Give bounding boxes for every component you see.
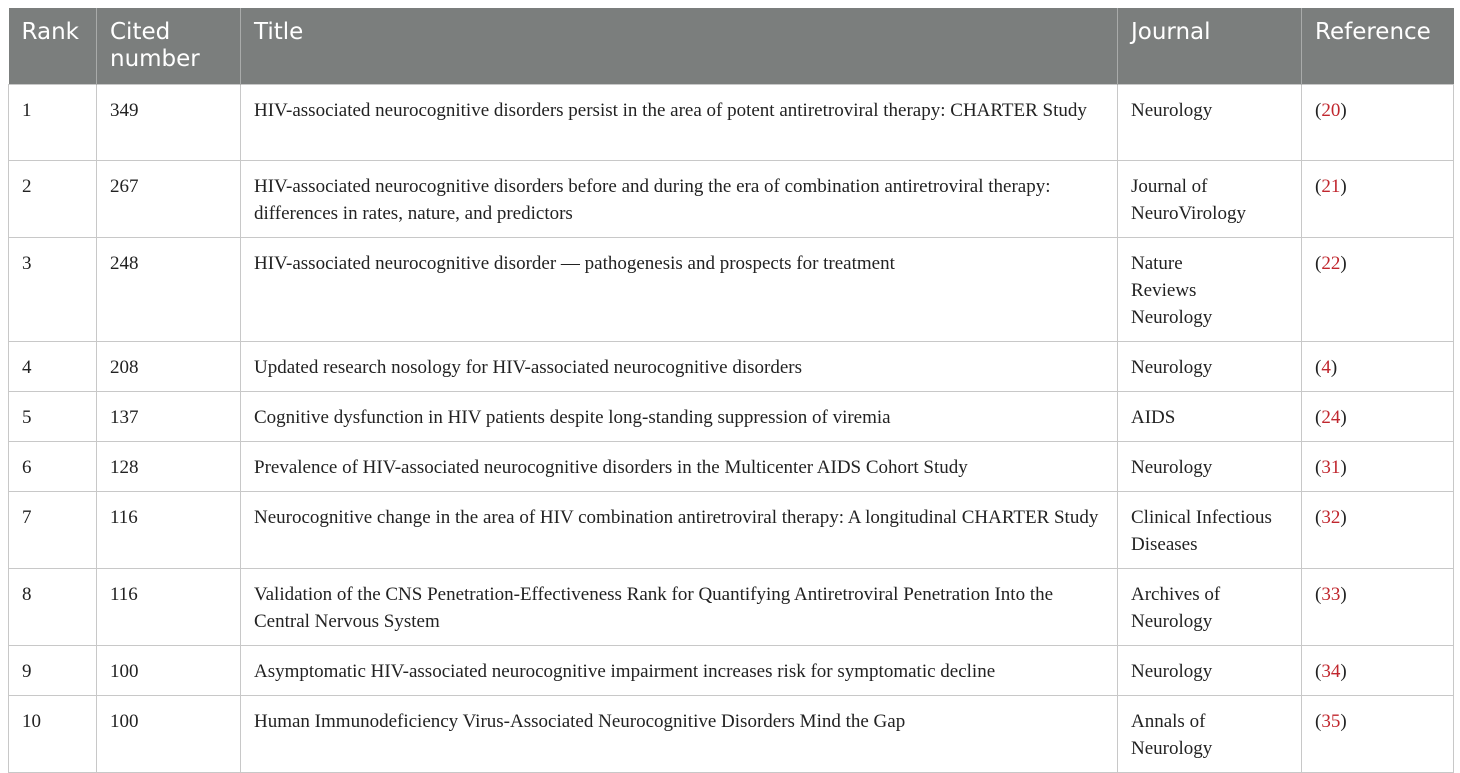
reference-link[interactable]: 32 bbox=[1321, 507, 1341, 528]
journal-name: Nature Reviews Neurology bbox=[1131, 253, 1213, 328]
header-journal: Journal bbox=[1118, 8, 1302, 85]
journal-name: Journal of NeuroVirology bbox=[1131, 176, 1246, 224]
cell-reference: (20) bbox=[1302, 85, 1454, 161]
table-header bbox=[9, 8, 1454, 85]
cell-rank: 4 bbox=[9, 342, 97, 392]
cell-journal: Neurology bbox=[1118, 342, 1302, 392]
cell-journal bbox=[1118, 161, 1302, 238]
cell-journal bbox=[1118, 569, 1302, 646]
cell-rank: 3 bbox=[9, 238, 97, 342]
header-reference: Reference bbox=[1302, 8, 1454, 85]
cell-reference: (4) bbox=[1302, 342, 1454, 392]
cell-reference: (31) bbox=[1302, 442, 1454, 492]
cell-rank: 10 bbox=[9, 696, 97, 773]
cell-cited-number: 349 bbox=[97, 85, 241, 161]
cell-journal bbox=[1118, 696, 1302, 773]
cell-cited-number: 100 bbox=[97, 646, 241, 696]
cell-rank: 6 bbox=[9, 442, 97, 492]
cell-cited-number: 128 bbox=[97, 442, 241, 492]
cell-title: Cognitive dysfunction in HIV patients despite long-standing suppression of viremia bbox=[241, 392, 1118, 442]
cell-title: Updated research nosology for HIV-associated neurocognitive disorders bbox=[241, 342, 1118, 392]
cell-reference: (35) bbox=[1302, 696, 1454, 773]
cell-journal: Neurology bbox=[1118, 442, 1302, 492]
header-rank: Rank bbox=[9, 8, 97, 85]
reference-link[interactable]: 4 bbox=[1321, 357, 1331, 378]
header-cited-number-label: Cited number bbox=[110, 19, 200, 72]
table-row bbox=[9, 492, 1454, 569]
cell-rank: 8 bbox=[9, 569, 97, 646]
reference-link[interactable]: 35 bbox=[1321, 711, 1341, 732]
cell-reference: (32) bbox=[1302, 492, 1454, 569]
cell-cited-number: 137 bbox=[97, 392, 241, 442]
table-row bbox=[9, 569, 1454, 646]
table-row bbox=[9, 85, 1454, 161]
cell-cited-number: 100 bbox=[97, 696, 241, 773]
citation-table-container bbox=[8, 8, 1453, 773]
cell-reference: (24) bbox=[1302, 392, 1454, 442]
cell-reference: (34) bbox=[1302, 646, 1454, 696]
top-cited-papers-table bbox=[8, 8, 1454, 773]
header-cited-number bbox=[97, 8, 241, 85]
cell-title: HIV-associated neurocognitive disorders before and during the era of combination antiretroviral therapy: differences in rates, nature, and predictors bbox=[241, 161, 1118, 238]
cell-title: Human Immunodeficiency Virus-Associated Neurocognitive Disorders Mind the Gap bbox=[241, 696, 1118, 773]
cell-title: HIV-associated neurocognitive disorders persist in the area of potent antiretroviral therapy: CHARTER Study bbox=[241, 85, 1118, 161]
cell-cited-number: 116 bbox=[97, 492, 241, 569]
cell-rank: 1 bbox=[9, 85, 97, 161]
reference-link[interactable]: 31 bbox=[1321, 457, 1341, 478]
cell-journal: Clinical Infectious Diseases bbox=[1118, 492, 1302, 569]
cell-cited-number: 116 bbox=[97, 569, 241, 646]
cell-rank: 9 bbox=[9, 646, 97, 696]
cell-cited-number: 248 bbox=[97, 238, 241, 342]
table-row bbox=[9, 342, 1454, 392]
cell-journal: Neurology bbox=[1118, 85, 1302, 161]
cell-title: Prevalence of HIV-associated neurocognitive disorders in the Multicenter AIDS Cohort Study bbox=[241, 442, 1118, 492]
table-body bbox=[9, 85, 1454, 773]
cell-rank: 5 bbox=[9, 392, 97, 442]
cell-title: Asymptomatic HIV-associated neurocognitive impairment increases risk for symptomatic decline bbox=[241, 646, 1118, 696]
cell-cited-number: 208 bbox=[97, 342, 241, 392]
table-row bbox=[9, 646, 1454, 696]
reference-link[interactable]: 33 bbox=[1321, 584, 1341, 605]
header-row bbox=[9, 8, 1454, 85]
table-row bbox=[9, 392, 1454, 442]
reference-link[interactable]: 24 bbox=[1321, 407, 1341, 428]
table-row bbox=[9, 161, 1454, 238]
reference-link[interactable]: 22 bbox=[1321, 253, 1341, 274]
cell-reference: (21) bbox=[1302, 161, 1454, 238]
cell-title: HIV-associated neurocognitive disorder — pathogenesis and prospects for treatment bbox=[241, 238, 1118, 342]
table-row bbox=[9, 238, 1454, 342]
cell-reference: (33) bbox=[1302, 569, 1454, 646]
journal-name: Annals of Neurology bbox=[1131, 711, 1213, 759]
cell-journal: AIDS bbox=[1118, 392, 1302, 442]
cell-reference: (22) bbox=[1302, 238, 1454, 342]
cell-title: Validation of the CNS Penetration-Effectiveness Rank for Quantifying Antiretroviral Penetration Into the Central Nervous System bbox=[241, 569, 1118, 646]
reference-link[interactable]: 20 bbox=[1321, 100, 1341, 121]
cell-rank: 2 bbox=[9, 161, 97, 238]
table-row bbox=[9, 442, 1454, 492]
cell-rank: 7 bbox=[9, 492, 97, 569]
journal-name: Archives of Neurology bbox=[1131, 584, 1221, 632]
cell-cited-number: 267 bbox=[97, 161, 241, 238]
cell-journal: Neurology bbox=[1118, 646, 1302, 696]
table-row bbox=[9, 696, 1454, 773]
cell-title: Neurocognitive change in the area of HIV combination antiretroviral therapy: A longitudinal CHARTER Study bbox=[241, 492, 1118, 569]
header-title: Title bbox=[241, 8, 1118, 85]
reference-link[interactable]: 21 bbox=[1321, 176, 1341, 197]
cell-journal bbox=[1118, 238, 1302, 342]
reference-link[interactable]: 34 bbox=[1321, 661, 1341, 682]
